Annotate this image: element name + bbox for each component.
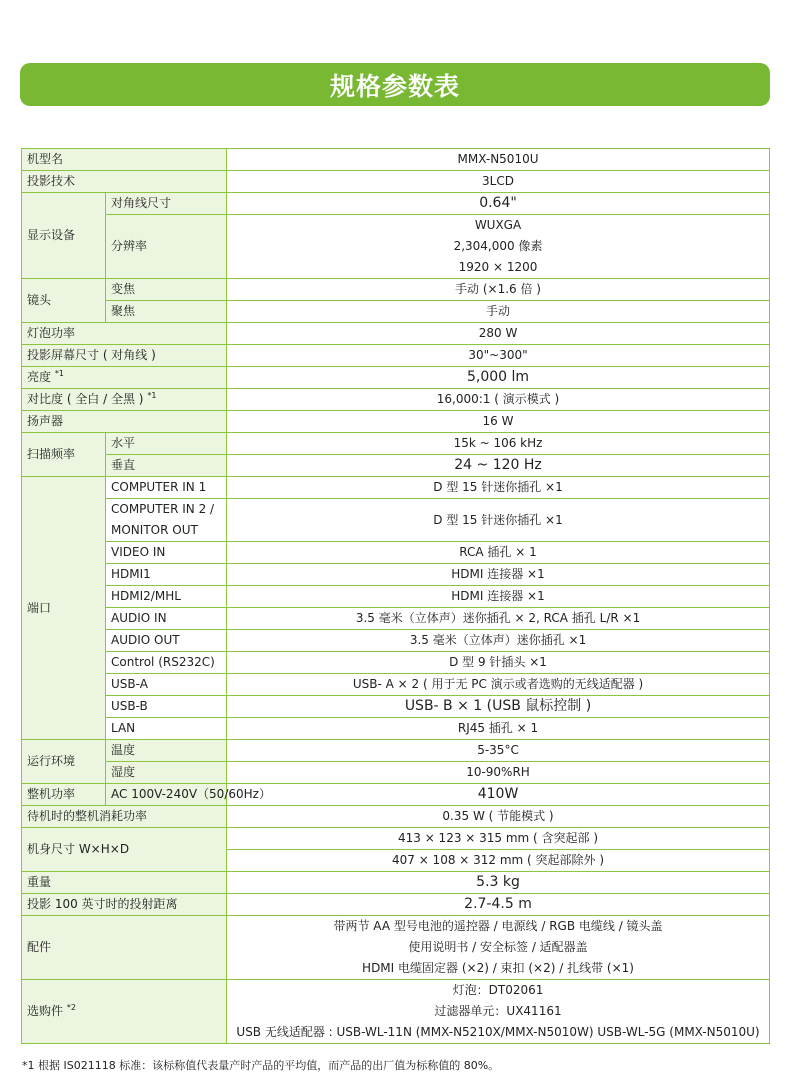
row-value-screen: 30"~300" — [227, 345, 770, 367]
port-value: 3.5 毫米（立体声）迷你插孔 ×1 — [227, 630, 770, 652]
port-name-line: COMPUTER IN 2 / — [111, 502, 215, 516]
port-value: HDMI 连接器 ×1 — [227, 564, 770, 586]
row-value-contrast: 16,000:1 ( 演示模式 ) — [227, 389, 770, 411]
table-row — [22, 652, 770, 674]
port-value: USB- A × 2 ( 用于无 PC 演示或者选购的无线适配器 ) — [227, 674, 770, 696]
row-value-model: MMX-N5010U — [227, 149, 770, 171]
row-label-accessories: 配件 — [22, 916, 227, 980]
table-row — [22, 215, 770, 279]
sub-label-resolution: 分辨率 — [106, 215, 227, 279]
table-row — [22, 389, 770, 411]
table-row — [22, 564, 770, 586]
row-value-diagonal: 0.64" — [227, 193, 770, 215]
sub-label-horizontal: 水平 — [106, 433, 227, 455]
footnote-mark: *1 — [147, 391, 157, 400]
table-row — [22, 499, 770, 542]
contrast-label: 对比度 ( 全白 / 全黑 ) — [27, 392, 144, 406]
option-line: USB 无线适配器 : USB-WL-11N (MMX-N5210X/MMX-N5010W) USB-WL-5G (MMX-N5010U) — [236, 1025, 760, 1039]
row-label-options — [22, 980, 227, 1044]
row-value-power: 410W — [227, 784, 770, 806]
accessory-line: 带两节 AA 型号电池的遥控器 / 电源线 / RGB 电缆线 / 镜头盖 — [333, 919, 663, 933]
row-label-model: 机型名 — [22, 149, 227, 171]
port-name — [106, 499, 227, 542]
port-value: HDMI 连接器 ×1 — [227, 586, 770, 608]
port-value: D 型 15 针迷你插孔 ×1 — [227, 499, 770, 542]
row-value-lamp: 280 W — [227, 323, 770, 345]
resolution-line: WUXGA — [474, 218, 522, 232]
port-name-line: MONITOR OUT — [111, 523, 198, 537]
port-name: HDMI2/MHL — [106, 586, 227, 608]
row-value-resolution — [227, 215, 770, 279]
brightness-label: 亮度 — [27, 370, 52, 384]
row-value-standby: 0.35 W ( 节能模式 ) — [227, 806, 770, 828]
port-value: RJ45 插孔 × 1 — [227, 718, 770, 740]
table-row — [22, 872, 770, 894]
table-row — [22, 367, 770, 389]
row-label-dimensions: 机身尺寸 W×H×D — [22, 828, 227, 872]
row-label-contrast — [22, 389, 227, 411]
row-value-humidity: 10-90%RH — [227, 762, 770, 784]
row-label-screen: 投影屏幕尺寸 ( 对角线 ) — [22, 345, 227, 367]
table-row — [22, 762, 770, 784]
port-value: USB- B × 1 (USB 鼠标控制 ) — [227, 696, 770, 718]
row-value-dimensions: 413 × 123 × 315 mm ( 含突起部 ) — [227, 828, 770, 850]
row-label-standby: 待机时的整机消耗功率 — [22, 806, 227, 828]
accessory-line: HDMI 电缆固定器 (×2) / 束扣 (×2) / 扎线带 (×1) — [362, 961, 634, 975]
row-value-vertical: 24 ~ 120 Hz — [227, 455, 770, 477]
sub-label-power-input: AC 100V-240V（50/60Hz） — [106, 784, 227, 806]
row-value-distance: 2.7-4.5 m — [227, 894, 770, 916]
table-row — [22, 696, 770, 718]
footnote: *1 根据 IS021118 标准：该标称值代表量产时产品的平均值，而产品的出厂值为标称值的 80%。 — [22, 1059, 500, 1072]
table-row — [22, 477, 770, 499]
title-banner — [20, 63, 770, 106]
table-row — [22, 301, 770, 323]
table-row — [22, 916, 770, 980]
row-label-power: 整机功率 — [22, 784, 106, 806]
table-row — [22, 630, 770, 652]
row-value-weight: 5.3 kg — [227, 872, 770, 894]
option-line: 过滤器单元：UX41161 — [434, 1004, 562, 1018]
table-row — [22, 193, 770, 215]
sub-label-diagonal: 对角线尺寸 — [106, 193, 227, 215]
table-row — [22, 149, 770, 171]
row-value-zoom: 手动 (×1.6 倍 ) — [227, 279, 770, 301]
resolution-line: 2,304,000 像素 — [453, 239, 543, 253]
table-row — [22, 718, 770, 740]
options-label: 选购件 — [27, 1004, 64, 1018]
accessory-line: 使用说明书 / 安全标签 / 适配器盖 — [408, 940, 588, 954]
row-value-horizontal: 15k ~ 106 kHz — [227, 433, 770, 455]
resolution-line: 1920 × 1200 — [458, 260, 538, 274]
port-name: COMPUTER IN 1 — [106, 477, 227, 499]
table-row — [22, 586, 770, 608]
table-row — [22, 433, 770, 455]
port-name: HDMI1 — [106, 564, 227, 586]
row-value-focus: 手动 — [227, 301, 770, 323]
row-label-tech: 投影技术 — [22, 171, 227, 193]
table-row — [22, 323, 770, 345]
row-label-speaker: 扬声器 — [22, 411, 227, 433]
row-label-distance: 投影 100 英寸时的投射距离 — [22, 894, 227, 916]
row-label-environment: 运行环境 — [22, 740, 106, 784]
port-value: RCA 插孔 × 1 — [227, 542, 770, 564]
port-value: 3.5 毫米（立体声）迷你插孔 × 2, RCA 插孔 L/R ×1 — [227, 608, 770, 630]
table-row — [22, 542, 770, 564]
row-label-display: 显示设备 — [22, 193, 106, 279]
row-value-brightness: 5,000 lm — [227, 367, 770, 389]
port-name: Control (RS232C) — [106, 652, 227, 674]
port-name: USB-A — [106, 674, 227, 696]
footnote-mark: *1 — [54, 369, 64, 378]
table-row — [22, 171, 770, 193]
footnote-mark: *2 — [66, 1003, 76, 1012]
row-label-scan: 扫描频率 — [22, 433, 106, 477]
port-name: USB-B — [106, 696, 227, 718]
row-value-accessories — [227, 916, 770, 980]
sub-label-focus: 聚焦 — [106, 301, 227, 323]
row-label-lens: 镜头 — [22, 279, 106, 323]
table-row — [22, 784, 770, 806]
table-row — [22, 894, 770, 916]
row-label-weight: 重量 — [22, 872, 227, 894]
table-row — [22, 740, 770, 762]
row-value-options — [227, 980, 770, 1044]
spec-table — [21, 148, 770, 1044]
port-value: D 型 9 针插头 ×1 — [227, 652, 770, 674]
page-title: 规格参数表 — [329, 71, 460, 101]
table-row — [22, 455, 770, 477]
port-value: D 型 15 针迷你插孔 ×1 — [227, 477, 770, 499]
sub-label-vertical: 垂直 — [106, 455, 227, 477]
table-row — [22, 806, 770, 828]
port-name: AUDIO IN — [106, 608, 227, 630]
port-name: LAN — [106, 718, 227, 740]
table-row — [22, 608, 770, 630]
row-label-ports: 端口 — [22, 477, 106, 740]
row-value-tech: 3LCD — [227, 171, 770, 193]
table-row — [22, 345, 770, 367]
sub-label-humidity: 湿度 — [106, 762, 227, 784]
table-row — [22, 980, 770, 1044]
sub-label-zoom: 变焦 — [106, 279, 227, 301]
row-label-brightness — [22, 367, 227, 389]
table-row — [22, 828, 770, 850]
port-name: VIDEO IN — [106, 542, 227, 564]
sub-label-temperature: 温度 — [106, 740, 227, 762]
port-name: AUDIO OUT — [106, 630, 227, 652]
row-value-temperature: 5-35°C — [227, 740, 770, 762]
table-row — [22, 279, 770, 301]
option-line: 灯泡：DT02061 — [452, 983, 544, 997]
table-row — [22, 674, 770, 696]
table-row — [22, 411, 770, 433]
row-value-speaker: 16 W — [227, 411, 770, 433]
row-label-lamp: 灯泡功率 — [22, 323, 227, 345]
row-value-dimensions: 407 × 108 × 312 mm ( 突起部除外 ) — [227, 850, 770, 872]
